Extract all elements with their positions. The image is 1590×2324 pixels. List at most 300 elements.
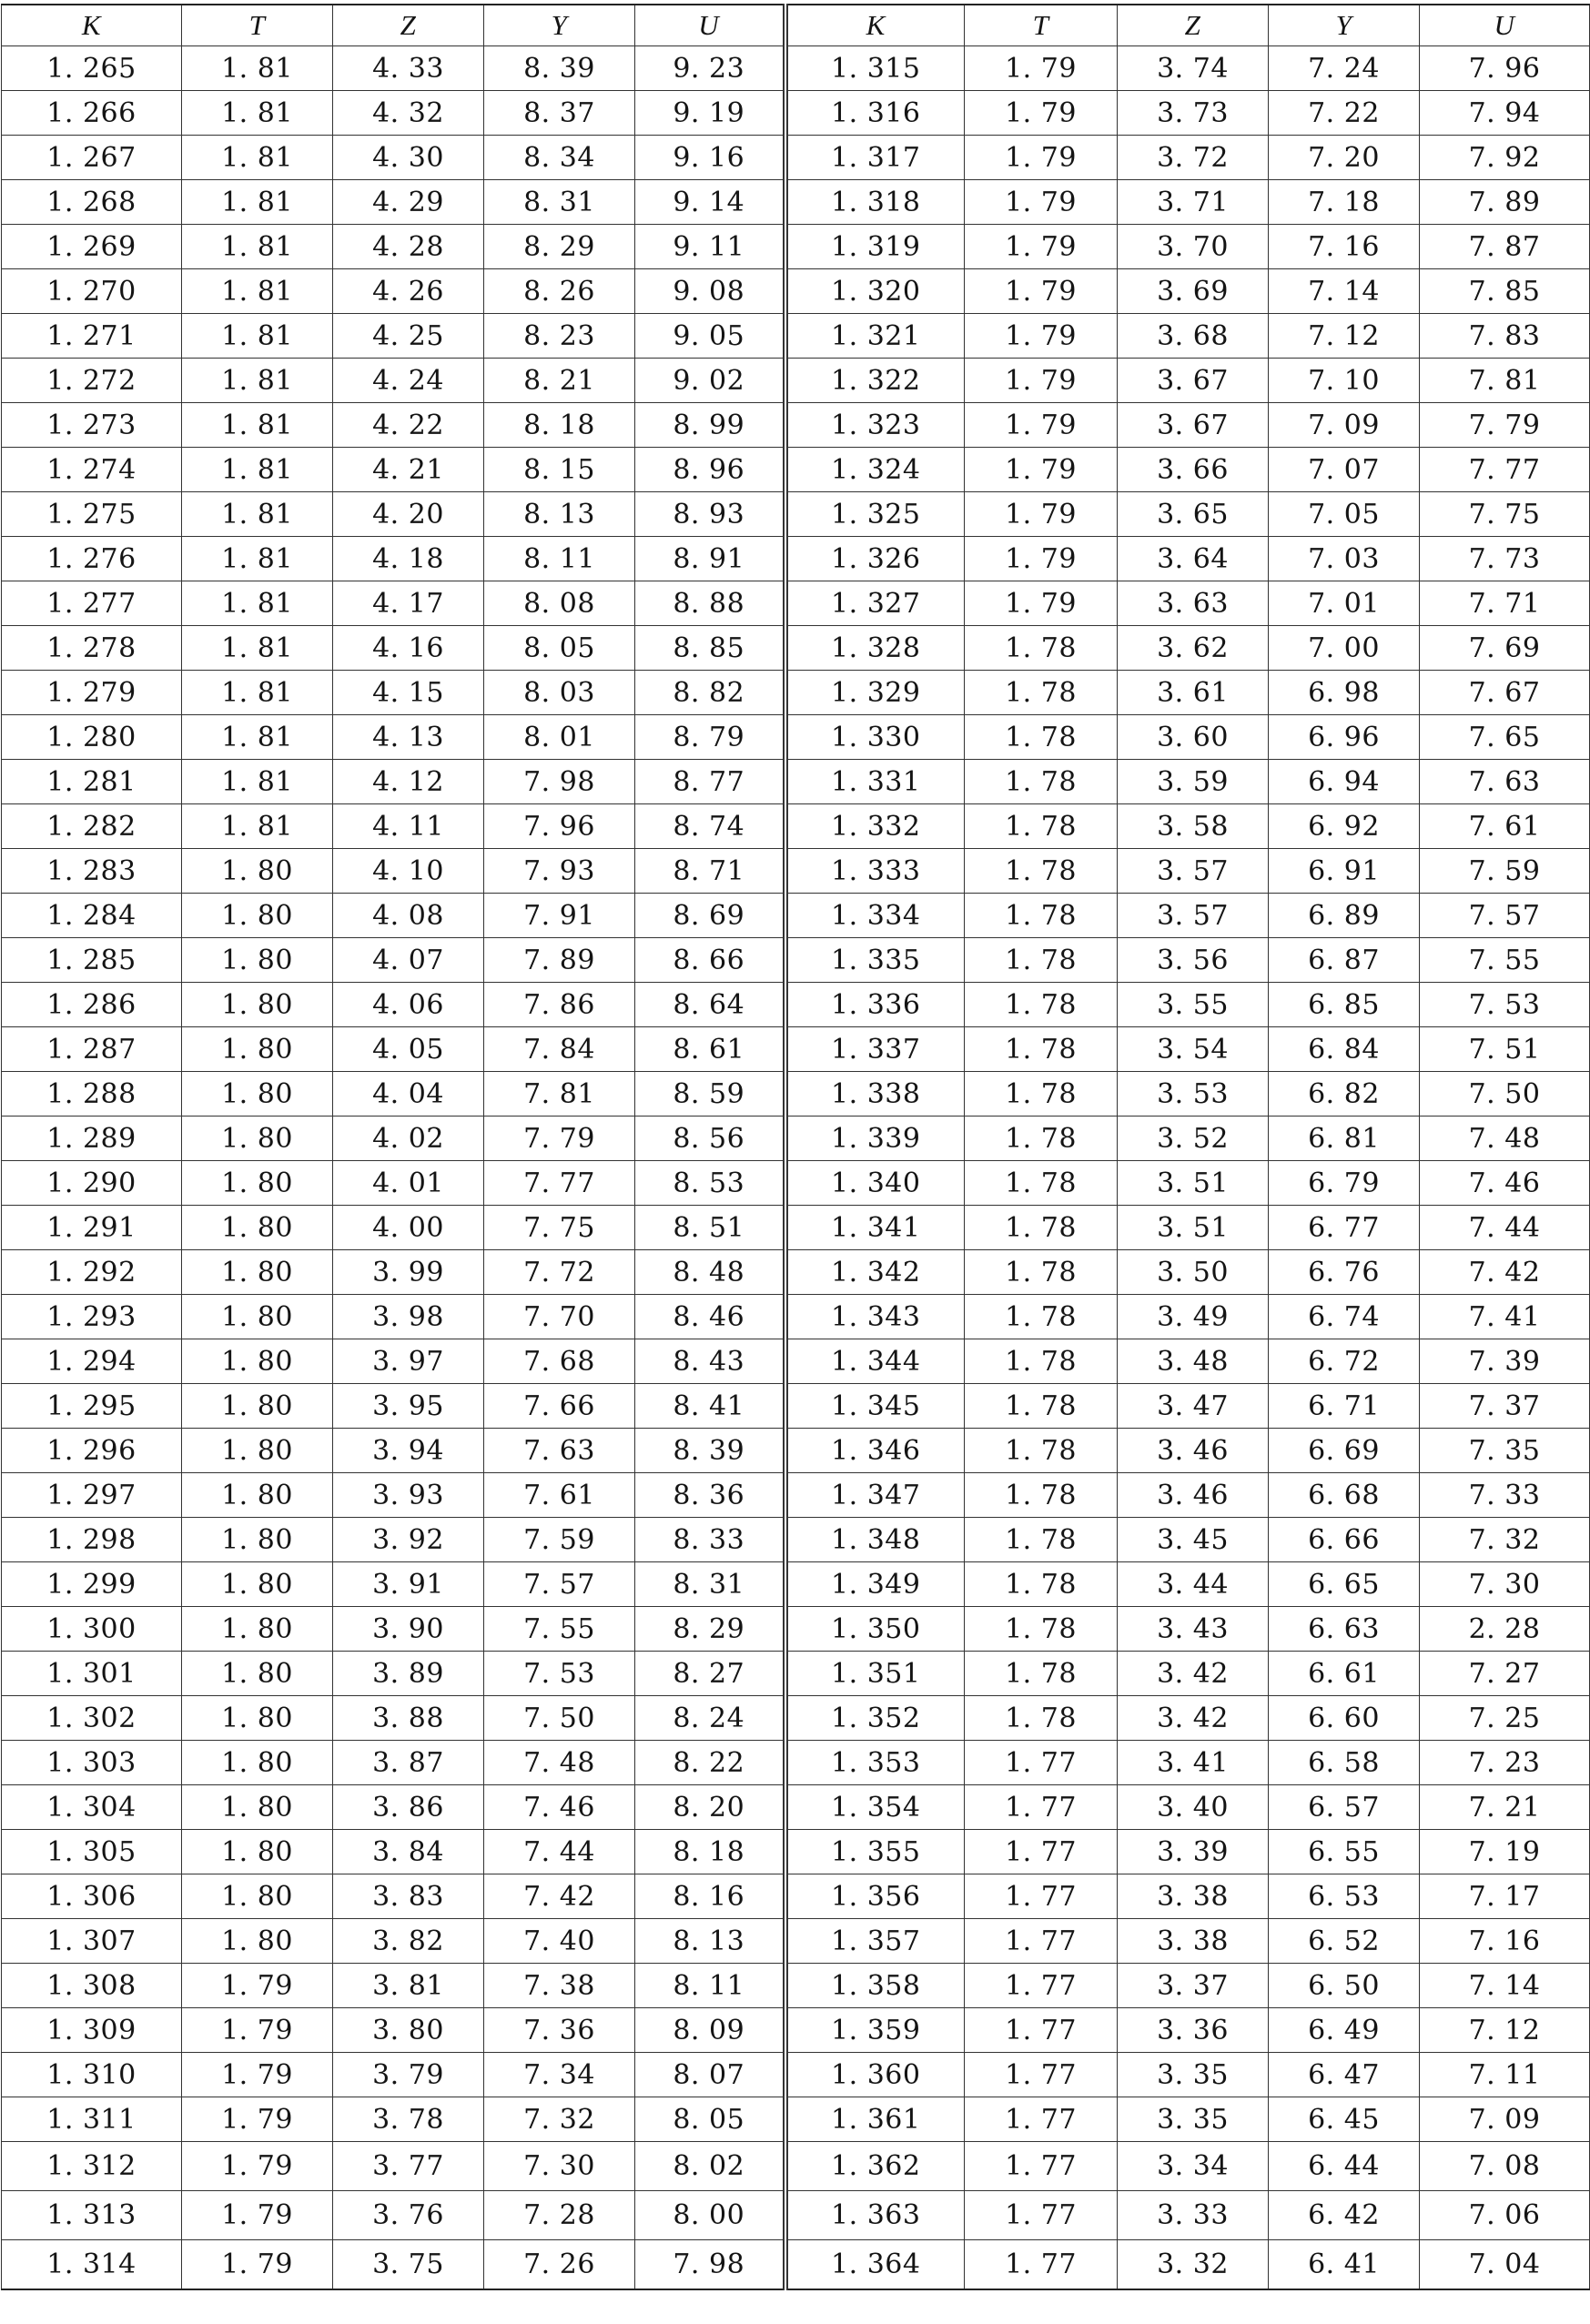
cell-u-left: 9. 05 [635, 314, 785, 359]
cell-t-left: 1. 80 [182, 1607, 333, 1652]
cell-z-right: 3. 43 [1118, 1607, 1269, 1652]
cell-z-left: 4. 17 [333, 581, 484, 626]
cell-u-right: 7. 48 [1420, 1117, 1590, 1161]
cell-z-right: 3. 51 [1118, 1206, 1269, 1250]
cell-z-left: 4. 32 [333, 91, 484, 136]
cell-z-left: 4. 30 [333, 136, 484, 180]
cell-k-left: 1. 271 [2, 314, 182, 359]
cell-k-left: 1. 296 [2, 1429, 182, 1473]
cell-u-right: 7. 06 [1420, 2191, 1590, 2240]
cell-y-left: 8. 18 [484, 403, 635, 448]
cell-u-right: 7. 51 [1420, 1027, 1590, 1072]
cell-k-left: 1. 310 [2, 2053, 182, 2097]
cell-u-right: 7. 71 [1420, 581, 1590, 626]
cell-k-left: 1. 308 [2, 1964, 182, 2008]
cell-k-left: 1. 304 [2, 1785, 182, 1830]
cell-t-right: 1. 78 [965, 1607, 1118, 1652]
cell-k-right: 1. 336 [785, 983, 965, 1027]
table-row [2, 537, 1590, 581]
cell-k-left: 1. 300 [2, 1607, 182, 1652]
cell-t-left: 1. 80 [182, 1518, 333, 1562]
cell-t-right: 1. 79 [965, 136, 1118, 180]
cell-z-left: 4. 05 [333, 1027, 484, 1072]
cell-y-right: 6. 60 [1269, 1696, 1420, 1741]
cell-k-left: 1. 307 [2, 1919, 182, 1964]
cell-t-right: 1. 79 [965, 581, 1118, 626]
table-row [2, 2008, 1590, 2053]
cell-t-right: 1. 78 [965, 671, 1118, 715]
cell-y-right: 6. 66 [1269, 1518, 1420, 1562]
cell-t-right: 1. 77 [965, 2142, 1118, 2191]
cell-u-right: 7. 92 [1420, 136, 1590, 180]
cell-y-right: 6. 57 [1269, 1785, 1420, 1830]
cell-z-right: 3. 38 [1118, 1874, 1269, 1919]
cell-k-left: 1. 272 [2, 359, 182, 403]
cell-z-right: 3. 49 [1118, 1295, 1269, 1339]
cell-u-left: 8. 29 [635, 1607, 785, 1652]
cell-t-left: 1. 80 [182, 1072, 333, 1117]
cell-t-right: 1. 77 [965, 2097, 1118, 2142]
cell-t-left: 1. 81 [182, 626, 333, 671]
cell-k-left: 1. 294 [2, 1339, 182, 1384]
cell-k-left: 1. 285 [2, 938, 182, 983]
cell-y-right: 7. 05 [1269, 492, 1420, 537]
cell-t-right: 1. 79 [965, 91, 1118, 136]
cell-z-right: 3. 60 [1118, 715, 1269, 760]
cell-z-right: 3. 50 [1118, 1250, 1269, 1295]
cell-t-right: 1. 78 [965, 1518, 1118, 1562]
cell-t-right: 1. 78 [965, 1652, 1118, 1696]
header-t-left: T [182, 5, 333, 46]
cell-z-left: 3. 87 [333, 1741, 484, 1785]
cell-z-right: 3. 58 [1118, 804, 1269, 849]
cell-u-right: 7. 41 [1420, 1295, 1590, 1339]
cell-u-left: 8. 05 [635, 2097, 785, 2142]
table-row [2, 2240, 1590, 2290]
cell-z-right: 3. 68 [1118, 314, 1269, 359]
cell-t-right: 1. 78 [965, 849, 1118, 894]
cell-y-right: 6. 89 [1269, 894, 1420, 938]
cell-z-right: 3. 46 [1118, 1473, 1269, 1518]
cell-u-left: 8. 16 [635, 1874, 785, 1919]
table-row [2, 849, 1590, 894]
cell-t-right: 1. 78 [965, 894, 1118, 938]
cell-t-right: 1. 78 [965, 1473, 1118, 1518]
cell-z-right: 3. 46 [1118, 1429, 1269, 1473]
cell-k-left: 1. 298 [2, 1518, 182, 1562]
cell-u-left: 8. 41 [635, 1384, 785, 1429]
cell-z-left: 4. 21 [333, 448, 484, 492]
table-row [2, 1696, 1590, 1741]
cell-y-left: 7. 48 [484, 1741, 635, 1785]
table-row [2, 1072, 1590, 1117]
cell-y-right: 7. 12 [1269, 314, 1420, 359]
cell-u-left: 8. 39 [635, 1429, 785, 1473]
cell-y-left: 7. 70 [484, 1295, 635, 1339]
cell-z-right: 3. 57 [1118, 894, 1269, 938]
cell-u-left: 8. 24 [635, 1696, 785, 1741]
cell-u-left: 8. 99 [635, 403, 785, 448]
cell-k-right: 1. 318 [785, 180, 965, 225]
cell-z-left: 3. 82 [333, 1919, 484, 1964]
cell-u-left: 8. 27 [635, 1652, 785, 1696]
cell-k-left: 1. 288 [2, 1072, 182, 1117]
cell-u-right: 7. 73 [1420, 537, 1590, 581]
cell-u-left: 8. 33 [635, 1518, 785, 1562]
cell-t-right: 1. 79 [965, 537, 1118, 581]
cell-u-left: 8. 56 [635, 1117, 785, 1161]
cell-u-left: 8. 09 [635, 2008, 785, 2053]
cell-z-left: 3. 91 [333, 1562, 484, 1607]
cell-t-left: 1. 81 [182, 492, 333, 537]
cell-u-right: 7. 55 [1420, 938, 1590, 983]
cell-z-right: 3. 57 [1118, 849, 1269, 894]
cell-z-right: 3. 42 [1118, 1696, 1269, 1741]
cell-z-left: 3. 86 [333, 1785, 484, 1830]
cell-t-right: 1. 78 [965, 1072, 1118, 1117]
cell-z-right: 3. 66 [1118, 448, 1269, 492]
table-row [2, 91, 1590, 136]
cell-y-right: 6. 84 [1269, 1027, 1420, 1072]
header-y-left: Y [484, 5, 635, 46]
cell-z-right: 3. 38 [1118, 1919, 1269, 1964]
cell-y-right: 6. 98 [1269, 671, 1420, 715]
cell-t-right: 1. 78 [965, 1250, 1118, 1295]
cell-k-right: 1. 345 [785, 1384, 965, 1429]
cell-t-right: 1. 78 [965, 626, 1118, 671]
cell-k-right: 1. 357 [785, 1919, 965, 1964]
cell-u-right: 7. 77 [1420, 448, 1590, 492]
cell-u-left: 8. 07 [635, 2053, 785, 2097]
cell-y-left: 8. 21 [484, 359, 635, 403]
cell-z-right: 3. 59 [1118, 760, 1269, 804]
cell-k-left: 1. 275 [2, 492, 182, 537]
cell-t-left: 1. 80 [182, 983, 333, 1027]
cell-k-right: 1. 339 [785, 1117, 965, 1161]
cell-t-left: 1. 80 [182, 1473, 333, 1518]
cell-u-left: 8. 64 [635, 983, 785, 1027]
cell-t-left: 1. 80 [182, 1429, 333, 1473]
cell-t-left: 1. 80 [182, 1117, 333, 1161]
table-row [2, 2053, 1590, 2097]
cell-y-right: 6. 65 [1269, 1562, 1420, 1607]
cell-u-right: 7. 46 [1420, 1161, 1590, 1206]
cell-z-left: 4. 00 [333, 1206, 484, 1250]
cell-t-left: 1. 79 [182, 2008, 333, 2053]
table-row [2, 136, 1590, 180]
cell-y-left: 7. 50 [484, 1696, 635, 1741]
cell-u-left: 8. 46 [635, 1295, 785, 1339]
cell-y-right: 7. 14 [1269, 269, 1420, 314]
cell-k-right: 1. 320 [785, 269, 965, 314]
cell-t-left: 1. 80 [182, 1919, 333, 1964]
cell-u-left: 8. 36 [635, 1473, 785, 1518]
cell-t-right: 1. 78 [965, 983, 1118, 1027]
cell-u-right: 7. 19 [1420, 1830, 1590, 1874]
cell-z-right: 3. 48 [1118, 1339, 1269, 1384]
cell-k-right: 1. 359 [785, 2008, 965, 2053]
cell-z-left: 4. 29 [333, 180, 484, 225]
cell-t-left: 1. 80 [182, 1295, 333, 1339]
cell-t-left: 1. 80 [182, 849, 333, 894]
cell-k-left: 1. 286 [2, 983, 182, 1027]
table-row [2, 403, 1590, 448]
cell-k-left: 1. 311 [2, 2097, 182, 2142]
cell-y-right: 6. 87 [1269, 938, 1420, 983]
cell-k-right: 1. 326 [785, 537, 965, 581]
cell-u-right: 7. 25 [1420, 1696, 1590, 1741]
cell-u-right: 7. 94 [1420, 91, 1590, 136]
cell-k-right: 1. 324 [785, 448, 965, 492]
cell-y-left: 7. 79 [484, 1117, 635, 1161]
cell-k-left: 1. 265 [2, 46, 182, 91]
cell-y-right: 6. 76 [1269, 1250, 1420, 1295]
cell-u-left: 8. 00 [635, 2191, 785, 2240]
table-body [2, 46, 1590, 2290]
cell-y-left: 7. 77 [484, 1161, 635, 1206]
cell-u-right: 7. 11 [1420, 2053, 1590, 2097]
cell-t-left: 1. 81 [182, 180, 333, 225]
cell-y-right: 7. 22 [1269, 91, 1420, 136]
cell-u-right: 7. 35 [1420, 1429, 1590, 1473]
table-row [2, 1384, 1590, 1429]
cell-y-left: 8. 23 [484, 314, 635, 359]
cell-t-left: 1. 80 [182, 938, 333, 983]
cell-u-right: 7. 61 [1420, 804, 1590, 849]
cell-y-left: 8. 03 [484, 671, 635, 715]
cell-u-right: 7. 09 [1420, 2097, 1590, 2142]
table-row [2, 359, 1590, 403]
cell-y-left: 8. 15 [484, 448, 635, 492]
cell-k-right: 1. 315 [785, 46, 965, 91]
cell-u-left: 7. 98 [635, 2240, 785, 2290]
cell-y-right: 6. 81 [1269, 1117, 1420, 1161]
table-row [2, 983, 1590, 1027]
cell-u-left: 8. 91 [635, 537, 785, 581]
cell-z-right: 3. 40 [1118, 1785, 1269, 1830]
header-t-right: T [965, 5, 1118, 46]
cell-k-right: 1. 347 [785, 1473, 965, 1518]
cell-k-right: 1. 349 [785, 1562, 965, 1607]
cell-t-right: 1. 78 [965, 760, 1118, 804]
cell-y-left: 8. 26 [484, 269, 635, 314]
cell-k-right: 1. 343 [785, 1295, 965, 1339]
table-row [2, 1295, 1590, 1339]
cell-k-right: 1. 322 [785, 359, 965, 403]
cell-z-left: 3. 78 [333, 2097, 484, 2142]
cell-u-left: 8. 18 [635, 1830, 785, 1874]
cell-z-right: 3. 36 [1118, 2008, 1269, 2053]
cell-u-left: 9. 02 [635, 359, 785, 403]
cell-y-right: 7. 07 [1269, 448, 1420, 492]
cell-z-left: 4. 26 [333, 269, 484, 314]
cell-z-left: 4. 25 [333, 314, 484, 359]
cell-z-right: 3. 37 [1118, 1964, 1269, 2008]
cell-y-left: 7. 26 [484, 2240, 635, 2290]
cell-y-right: 6. 91 [1269, 849, 1420, 894]
cell-t-right: 1. 79 [965, 314, 1118, 359]
cell-u-left: 9. 16 [635, 136, 785, 180]
table-row [2, 180, 1590, 225]
table-row [2, 1429, 1590, 1473]
cell-k-left: 1. 273 [2, 403, 182, 448]
cell-u-right: 7. 59 [1420, 849, 1590, 894]
cell-t-left: 1. 81 [182, 715, 333, 760]
cell-t-right: 1. 77 [965, 2008, 1118, 2053]
cell-u-right: 7. 16 [1420, 1919, 1590, 1964]
cell-y-left: 7. 68 [484, 1339, 635, 1384]
cell-y-left: 7. 53 [484, 1652, 635, 1696]
cell-z-right: 3. 64 [1118, 537, 1269, 581]
cell-u-right: 7. 04 [1420, 2240, 1590, 2290]
cell-z-left: 4. 11 [333, 804, 484, 849]
cell-t-right: 1. 78 [965, 1696, 1118, 1741]
table-row [2, 492, 1590, 537]
cell-k-left: 1. 280 [2, 715, 182, 760]
cell-k-right: 1. 330 [785, 715, 965, 760]
table-row [2, 1964, 1590, 2008]
header-z-left: Z [333, 5, 484, 46]
table-row [2, 581, 1590, 626]
cell-z-left: 4. 16 [333, 626, 484, 671]
cell-k-right: 1. 333 [785, 849, 965, 894]
cell-y-left: 8. 01 [484, 715, 635, 760]
cell-y-right: 6. 50 [1269, 1964, 1420, 2008]
cell-t-right: 1. 78 [965, 1027, 1118, 1072]
cell-y-right: 6. 79 [1269, 1161, 1420, 1206]
cell-y-left: 7. 44 [484, 1830, 635, 1874]
cell-t-left: 1. 81 [182, 804, 333, 849]
cell-k-right: 1. 355 [785, 1830, 965, 1874]
cell-u-left: 8. 96 [635, 448, 785, 492]
cell-u-right: 7. 23 [1420, 1741, 1590, 1785]
cell-y-left: 7. 72 [484, 1250, 635, 1295]
cell-t-left: 1. 79 [182, 2191, 333, 2240]
cell-y-right: 6. 96 [1269, 715, 1420, 760]
cell-u-right: 7. 81 [1420, 359, 1590, 403]
table-row [2, 1919, 1590, 1964]
cell-u-right: 7. 85 [1420, 269, 1590, 314]
cell-u-right: 7. 33 [1420, 1473, 1590, 1518]
cell-t-left: 1. 80 [182, 1830, 333, 1874]
cell-z-left: 4. 04 [333, 1072, 484, 1117]
cell-k-left: 1. 306 [2, 1874, 182, 1919]
cell-y-left: 8. 34 [484, 136, 635, 180]
cell-k-right: 1. 363 [785, 2191, 965, 2240]
cell-y-left: 7. 86 [484, 983, 635, 1027]
table-row [2, 1027, 1590, 1072]
cell-k-right: 1. 323 [785, 403, 965, 448]
cell-k-right: 1. 356 [785, 1874, 965, 1919]
cell-u-left: 8. 43 [635, 1339, 785, 1384]
cell-k-right: 1. 331 [785, 760, 965, 804]
table-row [2, 1607, 1590, 1652]
cell-t-left: 1. 80 [182, 1339, 333, 1384]
cell-y-right: 6. 63 [1269, 1607, 1420, 1652]
table-row [2, 1339, 1590, 1384]
cell-k-right: 1. 327 [785, 581, 965, 626]
cell-z-left: 4. 13 [333, 715, 484, 760]
cell-z-right: 3. 56 [1118, 938, 1269, 983]
cell-k-left: 1. 291 [2, 1206, 182, 1250]
cell-y-right: 6. 52 [1269, 1919, 1420, 1964]
table-row [2, 760, 1590, 804]
cell-y-left: 7. 66 [484, 1384, 635, 1429]
cell-z-right: 3. 73 [1118, 91, 1269, 136]
cell-k-left: 1. 287 [2, 1027, 182, 1072]
cell-y-left: 7. 55 [484, 1607, 635, 1652]
cell-t-right: 1. 79 [965, 448, 1118, 492]
cell-t-left: 1. 81 [182, 46, 333, 91]
cell-u-left: 9. 11 [635, 225, 785, 269]
cell-t-left: 1. 80 [182, 1384, 333, 1429]
cell-z-left: 3. 84 [333, 1830, 484, 1874]
cell-u-left: 8. 61 [635, 1027, 785, 1072]
cell-t-left: 1. 80 [182, 1741, 333, 1785]
cell-u-left: 8. 11 [635, 1964, 785, 2008]
cell-k-left: 1. 281 [2, 760, 182, 804]
cell-k-right: 1. 334 [785, 894, 965, 938]
cell-y-left: 8. 11 [484, 537, 635, 581]
cell-t-right: 1. 78 [965, 938, 1118, 983]
cell-z-left: 4. 18 [333, 537, 484, 581]
header-k-left: K [2, 5, 182, 46]
table-header [2, 5, 1590, 46]
cell-z-left: 4. 28 [333, 225, 484, 269]
table-row [2, 1652, 1590, 1696]
cell-t-right: 1. 78 [965, 1384, 1118, 1429]
cell-y-left: 7. 98 [484, 760, 635, 804]
cell-k-right: 1. 341 [785, 1206, 965, 1250]
cell-u-right: 7. 27 [1420, 1652, 1590, 1696]
cell-y-left: 7. 61 [484, 1473, 635, 1518]
table-row [2, 46, 1590, 91]
cell-y-right: 6. 74 [1269, 1295, 1420, 1339]
cell-k-right: 1. 362 [785, 2142, 965, 2191]
cell-y-right: 6. 82 [1269, 1072, 1420, 1117]
cell-k-left: 1. 277 [2, 581, 182, 626]
cell-k-left: 1. 313 [2, 2191, 182, 2240]
cell-t-right: 1. 77 [965, 2191, 1118, 2240]
cell-u-left: 8. 13 [635, 1919, 785, 1964]
cell-k-left: 1. 279 [2, 671, 182, 715]
cell-t-right: 1. 77 [965, 1785, 1118, 1830]
cell-z-right: 3. 41 [1118, 1741, 1269, 1785]
cell-u-left: 9. 19 [635, 91, 785, 136]
cell-u-left: 8. 85 [635, 626, 785, 671]
cell-u-right: 7. 44 [1420, 1206, 1590, 1250]
header-y-right: Y [1269, 5, 1420, 46]
table-row [2, 938, 1590, 983]
table-row [2, 225, 1590, 269]
cell-z-right: 3. 55 [1118, 983, 1269, 1027]
cell-t-left: 1. 81 [182, 403, 333, 448]
cell-k-right: 1. 358 [785, 1964, 965, 2008]
cell-u-right: 7. 87 [1420, 225, 1590, 269]
cell-y-left: 7. 75 [484, 1206, 635, 1250]
cell-t-right: 1. 77 [965, 2240, 1118, 2290]
cell-u-left: 8. 82 [635, 671, 785, 715]
cell-y-left: 7. 84 [484, 1027, 635, 1072]
cell-t-left: 1. 80 [182, 894, 333, 938]
cell-t-left: 1. 81 [182, 581, 333, 626]
cell-t-left: 1. 79 [182, 2240, 333, 2290]
cell-k-left: 1. 303 [2, 1741, 182, 1785]
cell-y-right: 7. 18 [1269, 180, 1420, 225]
table-row [2, 2142, 1590, 2191]
cell-k-left: 1. 299 [2, 1562, 182, 1607]
cell-z-left: 3. 94 [333, 1429, 484, 1473]
